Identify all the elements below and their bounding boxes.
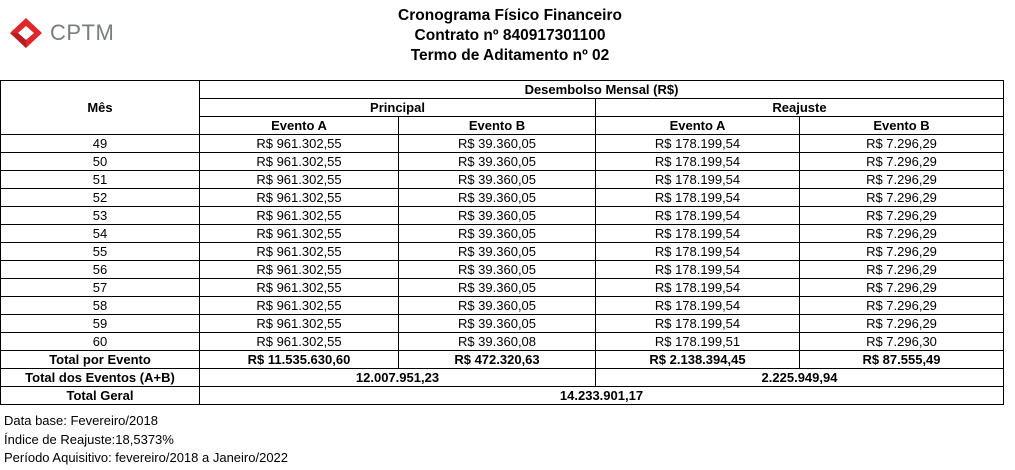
reajuste-a-cell: R$ 178.199,54 [596,297,800,315]
table-row [1,207,1004,225]
principal-a-cell: R$ 961.302,55 [200,153,399,171]
principal-a-cell: R$ 961.302,55 [200,279,399,297]
logo-text: CPTM [50,20,115,45]
table-row [1,315,1004,333]
mes-cell: 53 [1,207,200,225]
total-eventos-principal: 12.007.951,23 [200,369,596,387]
mes-header: Mês [1,81,200,135]
reajuste-a-cell: R$ 178.199,54 [596,153,800,171]
total-geral-value: 14.233.901,17 [200,387,1004,405]
reajuste-b-cell: R$ 7.296,29 [800,207,1004,225]
title-line: Cronograma Físico Financeiro [398,7,622,24]
desembolso-header: Desembolso Mensal (R$) [200,81,1004,99]
reajuste-b-cell: R$ 7.296,29 [800,171,1004,189]
reajuste-a-cell: R$ 178.199,54 [596,279,800,297]
principal-b-cell: R$ 39.360,08 [399,333,596,351]
total-por-evento-label: Total por Evento [1,351,200,369]
mes-cell: 51 [1,171,200,189]
total-geral-row [1,387,1004,405]
reajuste-evento-b-header: Evento B [800,117,1004,135]
principal-a-cell: R$ 961.302,55 [200,243,399,261]
cptm-logo [8,16,114,50]
total-dos-eventos-row [1,369,1004,387]
mes-cell: 56 [1,261,200,279]
principal-evento-b-header: Evento B [399,117,596,135]
contract-line: Contrato nº 840917301100 [414,27,606,44]
total-eventos-reajuste: 2.225.949,94 [596,369,1004,387]
principal-b-cell: R$ 39.360,05 [399,243,596,261]
reajuste-b-cell: R$ 7.296,29 [800,261,1004,279]
reajuste-b-cell: R$ 7.296,29 [800,243,1004,261]
principal-b-cell: R$ 39.360,05 [399,261,596,279]
principal-header: Principal [200,99,596,117]
indice-reajuste-note: Índice de Reajuste:18,5373% [4,431,174,447]
table-row [1,297,1004,315]
reajuste-a-cell: R$ 178.199,54 [596,207,800,225]
principal-b-cell: R$ 39.360,05 [399,135,596,153]
mes-cell: 60 [1,333,200,351]
principal-b-cell: R$ 39.360,05 [399,279,596,297]
mes-cell: 54 [1,225,200,243]
total-reajuste-b: R$ 87.555,49 [800,351,1004,369]
reajuste-a-cell: R$ 178.199,54 [596,261,800,279]
principal-b-cell: R$ 39.360,05 [399,153,596,171]
principal-a-cell: R$ 961.302,55 [200,261,399,279]
reajuste-b-cell: R$ 7.296,29 [800,189,1004,207]
table-row [1,225,1004,243]
principal-a-cell: R$ 961.302,55 [200,189,399,207]
mes-cell: 55 [1,243,200,261]
principal-b-cell: R$ 39.360,05 [399,207,596,225]
principal-b-cell: R$ 39.360,05 [399,225,596,243]
table-row [1,243,1004,261]
principal-evento-a-header: Evento A [200,117,399,135]
principal-a-cell: R$ 961.302,55 [200,207,399,225]
reajuste-b-cell: R$ 7.296,29 [800,225,1004,243]
principal-a-cell: R$ 961.302,55 [200,297,399,315]
reajuste-b-cell: R$ 7.296,29 [800,135,1004,153]
table-row [1,153,1004,171]
reajuste-a-cell: R$ 178.199,54 [596,225,800,243]
reajuste-b-cell: R$ 7.296,29 [800,297,1004,315]
reajuste-a-cell: R$ 178.199,54 [596,189,800,207]
total-por-evento-row [1,351,1004,369]
reajuste-b-cell: R$ 7.296,29 [800,153,1004,171]
total-principal-b: R$ 472.320,63 [399,351,596,369]
table-row [1,135,1004,153]
principal-b-cell: R$ 39.360,05 [399,189,596,207]
principal-a-cell: R$ 961.302,55 [200,315,399,333]
mes-cell: 52 [1,189,200,207]
footer-notes [4,412,288,468]
table-row [1,333,1004,351]
reajuste-header: Reajuste [596,99,1004,117]
total-geral-label: Total Geral [1,387,200,405]
mes-cell: 57 [1,279,200,297]
principal-b-cell: R$ 39.360,05 [399,171,596,189]
reajuste-b-cell: R$ 7.296,29 [800,315,1004,333]
reajuste-a-cell: R$ 178.199,51 [596,333,800,351]
principal-b-cell: R$ 39.360,05 [399,315,596,333]
reajuste-a-cell: R$ 178.199,54 [596,135,800,153]
principal-a-cell: R$ 961.302,55 [200,333,399,351]
table-row [1,189,1004,207]
periodo-aquisitivo-note: Período Aquisitivo: fevereiro/2018 a Janeiro/2022 [4,450,289,465]
total-reajuste-a: R$ 2.138.394,45 [596,351,800,369]
mes-cell: 59 [1,315,200,333]
cptm-diamond-icon [8,16,44,50]
reajuste-a-cell: R$ 178.199,54 [596,243,800,261]
amendment-line: Termo de Aditamento nº 02 [410,47,610,64]
schedule-table [0,80,1004,405]
document-header [200,6,820,66]
mes-cell: 58 [1,297,200,315]
principal-a-cell: R$ 961.302,55 [200,171,399,189]
mes-cell: 49 [1,135,200,153]
reajuste-a-cell: R$ 178.199,54 [596,171,800,189]
reajuste-evento-a-header: Evento A [596,117,800,135]
principal-a-cell: R$ 961.302,55 [200,135,399,153]
header-row-1 [1,81,1004,99]
principal-b-cell: R$ 39.360,05 [399,297,596,315]
mes-cell: 50 [1,153,200,171]
table-row [1,279,1004,297]
total-dos-eventos-label: Total dos Eventos (A+B) [1,369,200,387]
table-row [1,171,1004,189]
principal-a-cell: R$ 961.302,55 [200,225,399,243]
table-row [1,261,1004,279]
data-base-note: Data base: Fevereiro/2018 [4,413,158,428]
reajuste-b-cell: R$ 7.296,29 [800,279,1004,297]
reajuste-a-cell: R$ 178.199,54 [596,315,800,333]
total-principal-a: R$ 11.535.630,60 [200,351,399,369]
reajuste-b-cell: R$ 7.296,30 [800,333,1004,351]
